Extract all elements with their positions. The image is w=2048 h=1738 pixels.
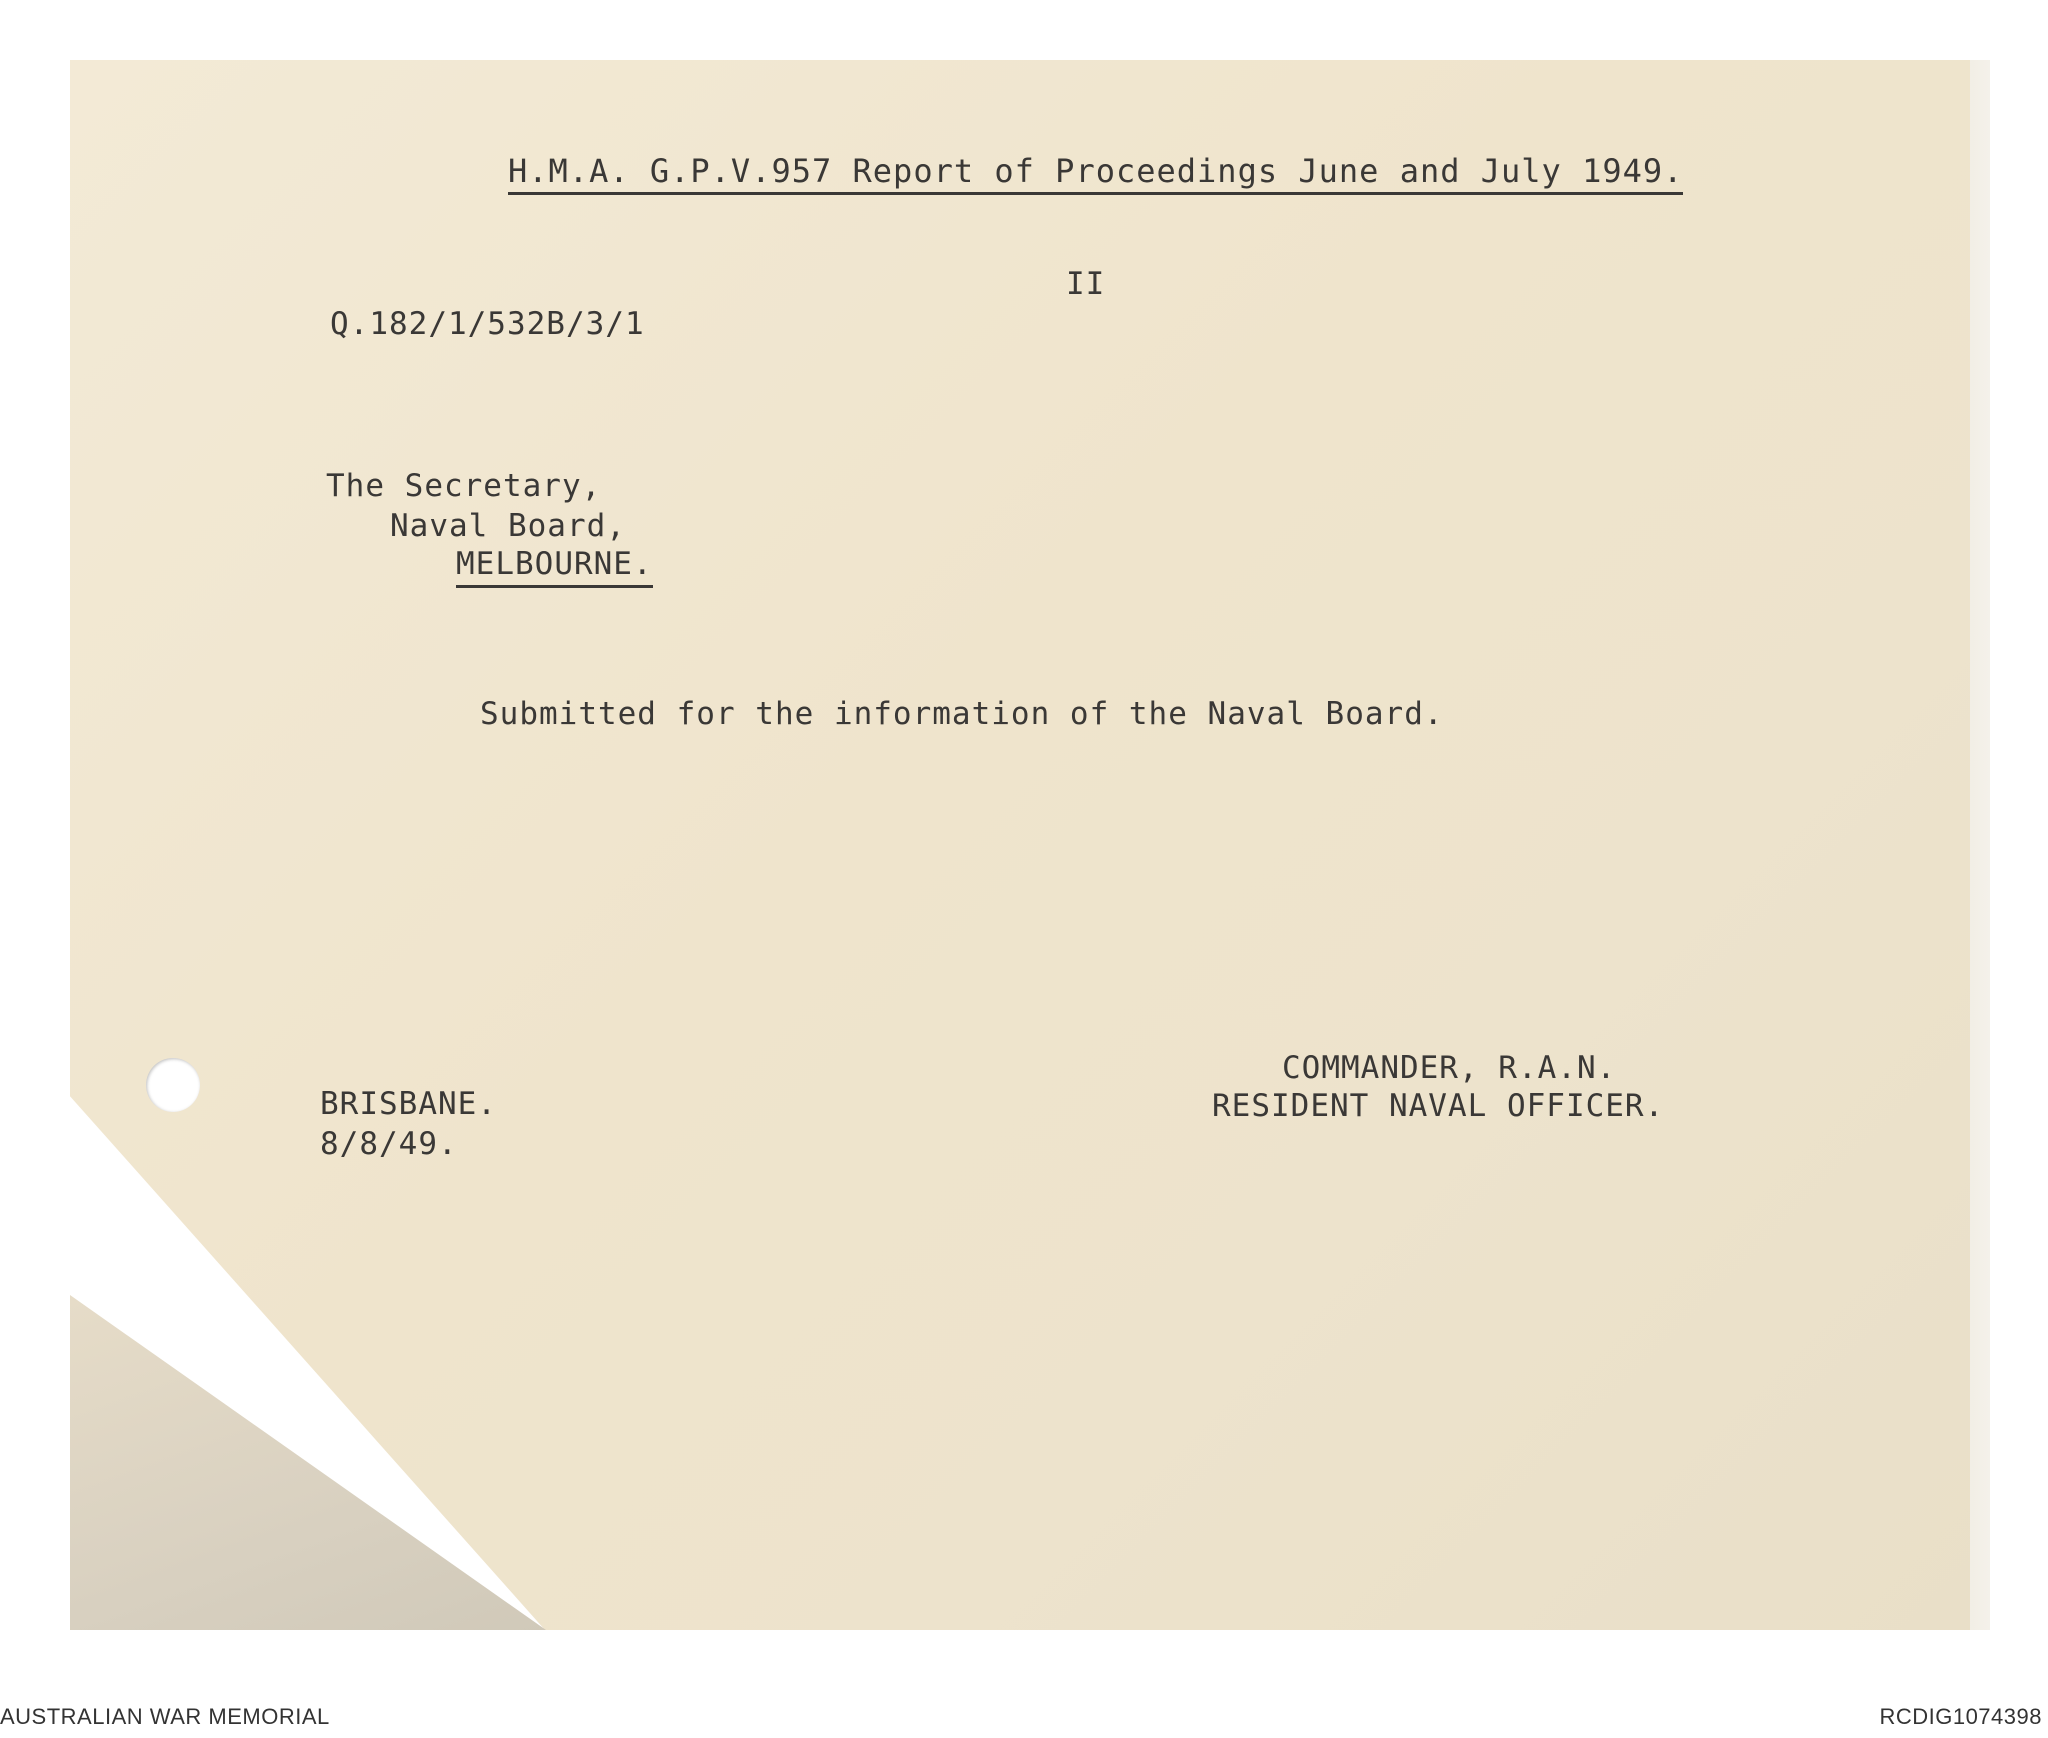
signature-rank: COMMANDER, R.A.N. — [1282, 1050, 1617, 1086]
footer-source: AUSTRALIAN WAR MEMORIAL — [0, 1704, 330, 1729]
footer-id: RCDIG1074398 — [1879, 1704, 2042, 1729]
body-text: Submitted for the information of the Naval Board. — [480, 696, 1444, 732]
reference-number: Q.182/1/532B/3/1 — [330, 306, 645, 342]
addressee-line-2: Naval Board, — [390, 508, 626, 544]
document-heading: H.M.A. G.P.V.957 Report of Proceedings June and July 1949. — [508, 152, 1683, 195]
addressee-line-3: MELBOURNE. — [456, 546, 653, 588]
punch-hole — [146, 1058, 200, 1112]
signature-title: RESIDENT NAVAL OFFICER. — [1212, 1088, 1665, 1124]
addressee-line-1: The Secretary, — [326, 468, 602, 504]
place: BRISBANE. — [320, 1086, 497, 1122]
section-number: II — [1066, 266, 1106, 302]
document-page — [70, 60, 1970, 1630]
date: 8/8/49. — [320, 1126, 458, 1162]
